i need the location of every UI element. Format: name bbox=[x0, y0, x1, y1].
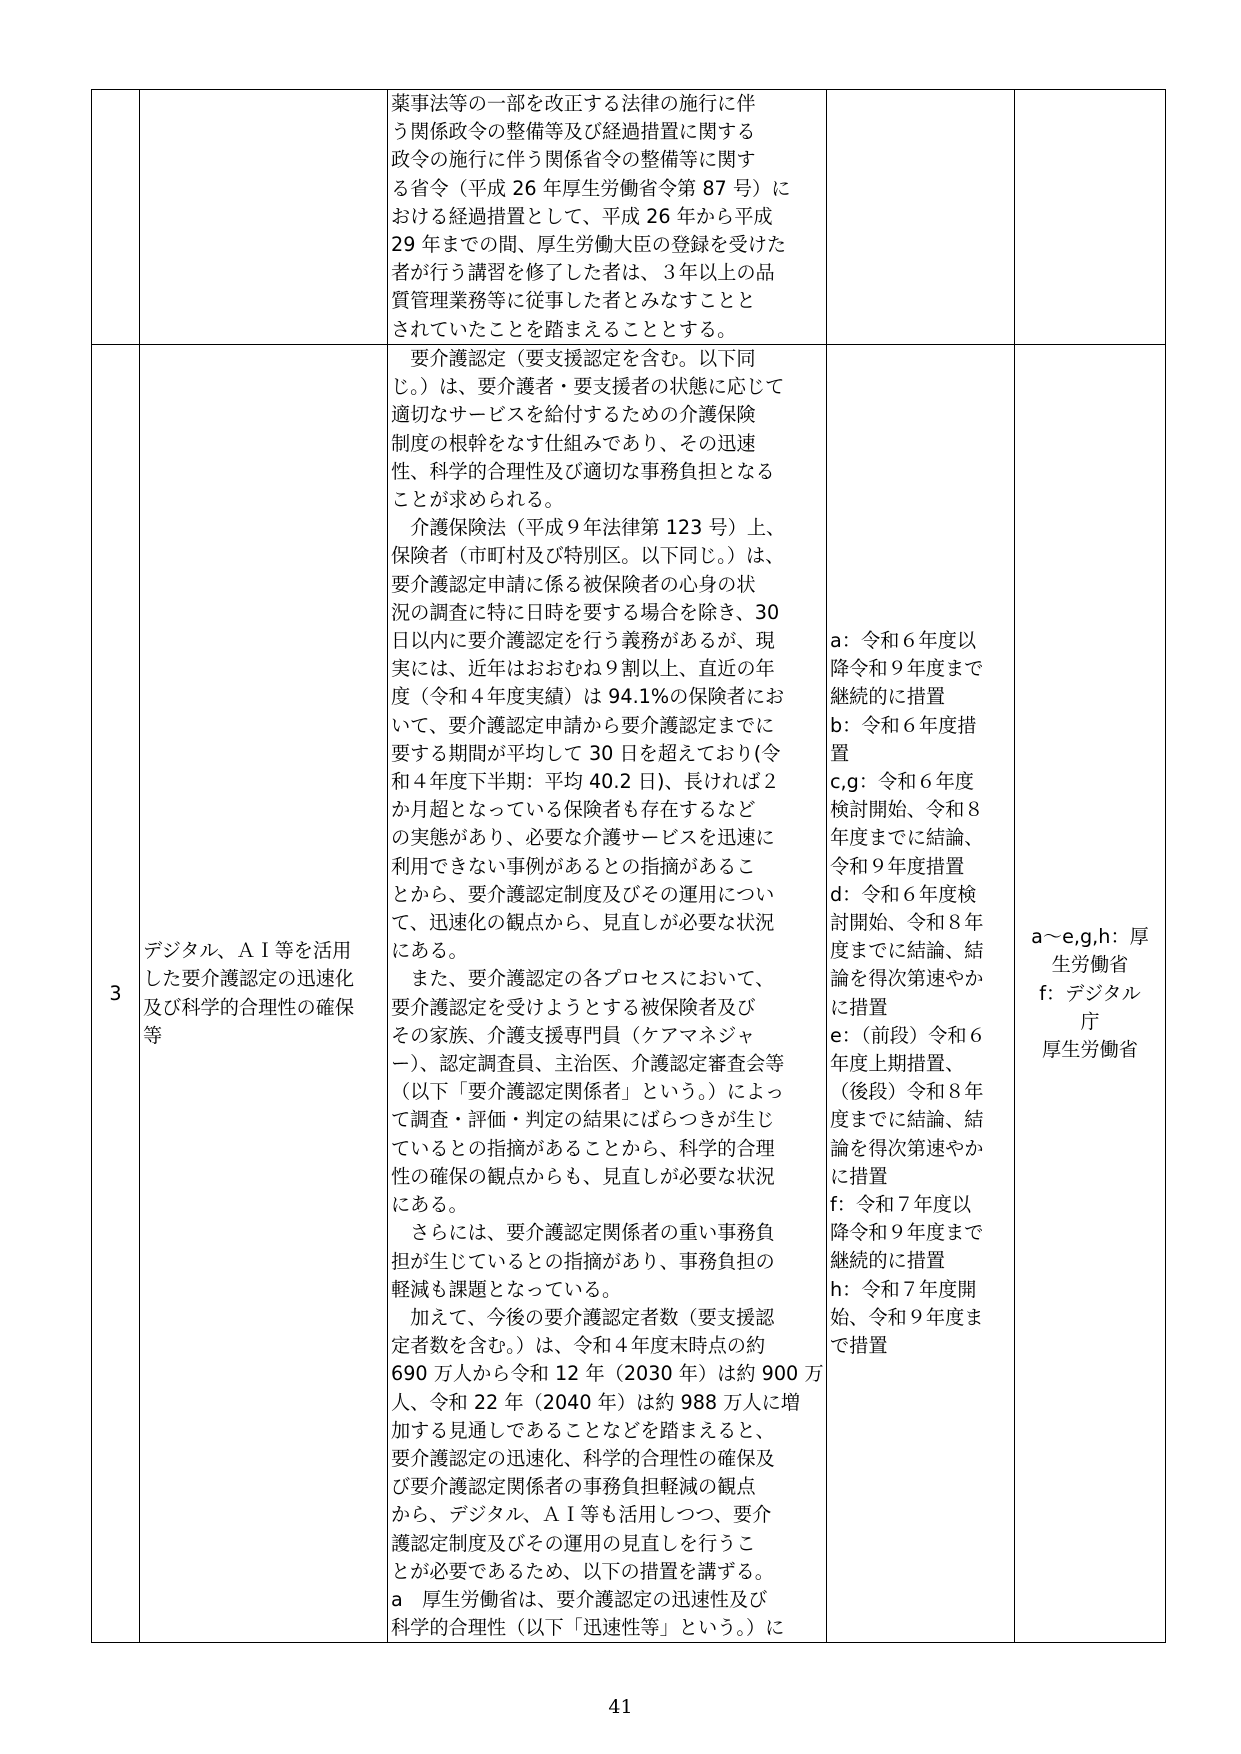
text-line: て、迅速化の観点から、見直しが必要な状況 bbox=[391, 911, 775, 935]
text-line: 討開始、令和８年 bbox=[830, 911, 984, 935]
schedule-cell bbox=[827, 345, 1015, 1643]
text-line: 薬事法等の一部を改正する法律の施行に伴 bbox=[391, 92, 756, 115]
text-line: おける経過措置として、平成 26 年から平成 bbox=[391, 204, 773, 228]
text-line: に措置 bbox=[830, 1164, 888, 1188]
text-line: （以下「要介護認定関係者」という。）によっ bbox=[391, 1080, 785, 1104]
text-line: 生労働省 bbox=[1051, 953, 1129, 977]
text-line: 度（令和４年度実績）は 94.1%の保険者にお bbox=[391, 685, 785, 709]
text-line: とが必要であるため、以下の措置を講ずる。 bbox=[391, 1559, 774, 1583]
text-line: 加えて、今後の要介護認定者数（要支援認 bbox=[391, 1305, 775, 1329]
text-line: f：令和７年度以 bbox=[830, 1193, 972, 1217]
table-row bbox=[92, 90, 1166, 345]
text-line: h：令和７年度開 bbox=[830, 1277, 977, 1301]
text-line: した要介護認定の迅速化 bbox=[143, 967, 355, 991]
text-line: デジタル、ＡＩ等を活用 bbox=[143, 939, 352, 963]
text-line: 降令和９年度まで bbox=[830, 1221, 984, 1245]
text-line: 及び科学的合理性の確保 bbox=[143, 995, 355, 1019]
text-line: の実態があり、必要な介護サービスを迅速に bbox=[391, 826, 775, 850]
text-line: 定者数を含む。）は、令和４年度末時点の約 bbox=[391, 1334, 766, 1358]
text-line: 厚生労働省 bbox=[1042, 1037, 1138, 1061]
text-line: 実には、近年はおおむね９割以上、直近の年 bbox=[391, 657, 775, 681]
text-line: で措置 bbox=[830, 1334, 888, 1358]
text-line: また、要介護認定の各プロセスにおいて、 bbox=[391, 967, 775, 991]
text-line: ー）、認定調査員、主治医、介護認定審査会等 bbox=[391, 1052, 785, 1076]
text-line: にある。 bbox=[391, 1193, 468, 1217]
text-line: 690 万人から令和 12 年（2030 年）は約 900 万 bbox=[391, 1362, 824, 1386]
text-line: 軽減も課題となっている。 bbox=[391, 1277, 622, 1301]
item-cell bbox=[140, 90, 388, 345]
text-line: ことが求められる。 bbox=[391, 488, 564, 512]
text-line: る省令（平成 26 年厚生労働省令第 87 号）に bbox=[391, 176, 791, 200]
text-line: 年度までに結論、 bbox=[830, 826, 984, 850]
text-line: び要介護認定関係者の事務負担軽減の観点 bbox=[391, 1475, 756, 1499]
text-line: f：デジタル bbox=[1039, 981, 1141, 1005]
description-cell bbox=[388, 345, 827, 1643]
text-line: 要介護認定の迅速化、科学的合理性の確保及 bbox=[391, 1446, 775, 1470]
row-number-cell bbox=[92, 90, 140, 345]
text-line: 置 bbox=[830, 741, 850, 765]
page-number: 41 bbox=[608, 1696, 633, 1718]
text-line: いて、要介護認定申請から要介護認定までに bbox=[391, 713, 775, 737]
text-line: （後段）令和８年 bbox=[830, 1080, 984, 1104]
text-line: とから、要介護認定制度及びその運用につい bbox=[391, 882, 775, 906]
text-line: て調査・評価・判定の結果にばらつきが生じ bbox=[391, 1108, 775, 1132]
text-line: 度までに結論、結 bbox=[830, 1108, 984, 1132]
text-line: にある。 bbox=[391, 939, 468, 963]
text-line: c,g：令和６年度 bbox=[830, 770, 974, 794]
text-line: d：令和６年度検 bbox=[830, 882, 977, 906]
text-line: 要する期間が平均して 30 日を超えており(令 bbox=[391, 741, 781, 765]
text-line: 継続的に措置 bbox=[830, 685, 946, 709]
text-line: 等 bbox=[143, 1023, 163, 1047]
text-line: 担が生じているとの指摘があり、事務負担の bbox=[391, 1249, 775, 1273]
text-line: 要介護認定を受けようとする被保険者及び bbox=[391, 995, 756, 1019]
text-line: 庁 bbox=[1080, 1009, 1100, 1033]
ministry-cell bbox=[1015, 90, 1166, 345]
description-cell bbox=[388, 90, 827, 345]
text-line: 令和９年度措置 bbox=[830, 854, 965, 878]
text-line: b：令和６年度措 bbox=[830, 713, 977, 737]
text-line: 検討開始、令和８ bbox=[830, 798, 984, 822]
text-line: 保険者（市町村及び特別区。以下同じ。）は、 bbox=[391, 544, 785, 568]
text-line: 介護保険法（平成９年法律第 123 号）上、 bbox=[391, 516, 786, 540]
text-line: から、デジタル、ＡＩ等も活用しつつ、要介 bbox=[391, 1503, 772, 1527]
text-line: 度までに結論、結 bbox=[830, 939, 984, 963]
text-line: 和４年度下半期：平均 40.2 日)、長ければ２ bbox=[391, 770, 780, 794]
text-line: 護認定制度及びその運用の見直しを行うこ bbox=[391, 1531, 756, 1555]
text-line: 況の調査に特に日時を要する場合を除き、30 bbox=[391, 600, 780, 624]
text-line: 年度上期措置、 bbox=[830, 1052, 965, 1076]
text-line: 要介護認定申請に係る被保険者の心身の状 bbox=[391, 572, 756, 596]
text-line: ているとの指摘があることから、科学的合理 bbox=[391, 1136, 775, 1160]
row-number-cell: 3 bbox=[92, 345, 140, 1643]
item-cell bbox=[140, 345, 388, 1643]
text-line: 適切なサービスを給付するための介護保険 bbox=[391, 403, 756, 427]
text-line: 性、科学的合理性及び適切な事務負担となる bbox=[391, 459, 775, 483]
text-line: 人、令和 22 年（2040 年）は約 988 万人に増 bbox=[391, 1390, 800, 1414]
text-line: 科学的合理性（以下「迅速性等」という。）に bbox=[391, 1616, 785, 1640]
text-line: 加する見通しであることなどを踏まえると、 bbox=[391, 1418, 775, 1442]
text-line: 利用できない事例があるとの指摘があるこ bbox=[391, 854, 756, 878]
text-line: 始、令和９年度ま bbox=[830, 1305, 984, 1329]
text-line: その家族、介護支援専門員（ケアマネジャ bbox=[391, 1023, 756, 1047]
text-line: 日以内に要介護認定を行う義務があるが、現 bbox=[391, 629, 775, 653]
schedule-cell bbox=[827, 90, 1015, 345]
text-line: 29 年までの間、厚生労働大臣の登録を受けた bbox=[391, 233, 787, 257]
text-line: 者が行う講習を修了した者は、３年以上の品 bbox=[391, 261, 775, 285]
text-line: じ。）は、要介護者・要支援者の状態に応じて bbox=[391, 375, 785, 399]
text-line: a 厚生労働省は、要介護認定の迅速性及び bbox=[391, 1587, 768, 1611]
text-line: a：令和６年度以 bbox=[830, 629, 977, 652]
text-line: a～e,g,h：厚 bbox=[1031, 925, 1149, 949]
text-line: されていたことを踏まえることとする。 bbox=[391, 317, 737, 341]
text-line: 政令の施行に伴う関係省令の整備等に関す bbox=[391, 148, 756, 172]
text-line: う関係政令の整備等及び経過措置に関する bbox=[391, 120, 756, 144]
text-line: 継続的に措置 bbox=[830, 1249, 946, 1273]
text-line: 要介護認定（要支援認定を含む。以下同 bbox=[391, 347, 756, 370]
text-line: 降令和９年度まで bbox=[830, 657, 984, 681]
ministry-cell bbox=[1015, 345, 1166, 1643]
text-line: に措置 bbox=[830, 995, 888, 1019]
table-row bbox=[92, 345, 1166, 1643]
measures-table bbox=[91, 89, 1166, 1643]
text-line: か月超となっている保険者も存在するなど bbox=[391, 798, 756, 822]
text-line: e：（前段）令和６ bbox=[830, 1023, 986, 1047]
text-line: 論を得次第速やか bbox=[830, 1136, 984, 1160]
text-line: 質管理業務等に従事した者とみなすことと bbox=[391, 289, 756, 313]
text-line: 論を得次第速やか bbox=[830, 967, 984, 991]
text-line: 性の確保の観点からも、見直しが必要な状況 bbox=[391, 1164, 775, 1188]
text-line: さらには、要介護認定関係者の重い事務負 bbox=[391, 1221, 775, 1245]
text-line: 制度の根幹をなす仕組みであり、その迅速 bbox=[391, 431, 756, 455]
